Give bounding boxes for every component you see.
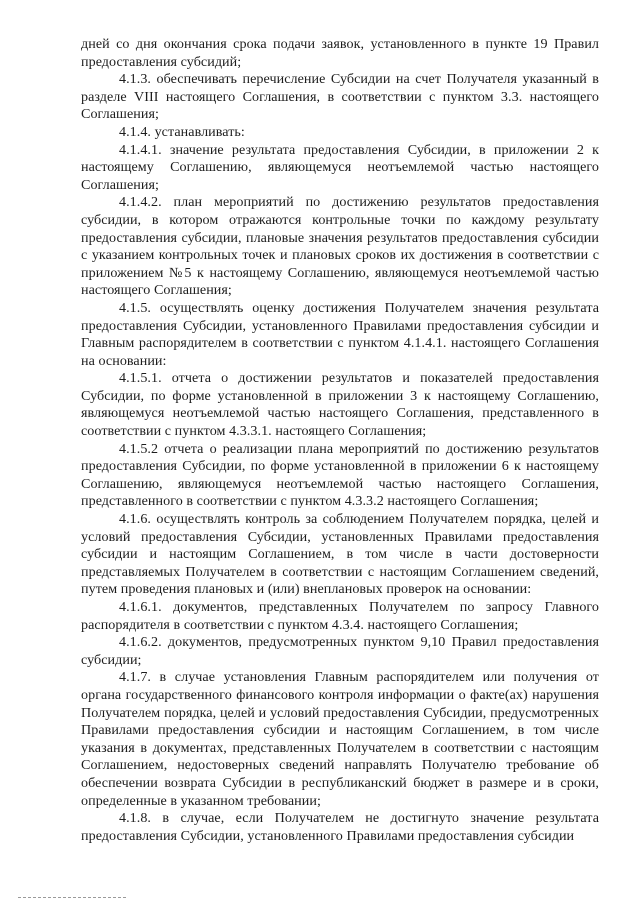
paragraph-4-1-5-1: 4.1.5.1. отчета о достижении результатов и показателей предоставления Субсидии, по форме установленной в приложении 3 к настоящему Соглашению, являющемуся неотъемлемой частью настоящего Соглашения, представленного в соответствии с пунктом 4.3.3.1. настоящего Соглашения;	[81, 370, 599, 440]
paragraph-4-1-6: 4.1.6. осуществлять контроль за соблюдением Получателем порядка, целей и условий предоставления Субсидии, установленных Правилами предоставления субсидии и настоящим Соглашением, в том числе в части достоверности представляемых Получателем в соответствии с настоящим Соглашением сведений, путем проведения плановых и (или) внеплановых проверок на основании:	[81, 511, 599, 598]
paragraph-4-1-8: 4.1.8. в случае, если Получателем не достигнуто значение результата предоставления Субсидии, установленного Правилами предоставления субсидии	[81, 810, 599, 844]
paragraph-4-1-7: 4.1.7. в случае установления Главным распорядителем или получения от органа государственного финансового контроля информации о факте(ах) нарушения Получателем порядка, целей и условий предоставления Субсидии, предусмотренных Правилами предоставления субсидии и настоящим Соглашением, в том числе указания в документах, представленных Получателем в соответствии с настоящим Соглашением, недостоверных сведений направлять Получателю требование об обеспечении возврата Субсидии в республиканский бюджет в размере и в сроки, определенные в указанном требовании;	[81, 669, 599, 809]
paragraph-4-1-6-2: 4.1.6.2. документов, предусмотренных пунктом 9,10 Правил предоставления субсидии;	[81, 634, 599, 668]
paragraph-4-1-4: 4.1.4. устанавливать:	[119, 123, 245, 140]
paragraph-4-1-4-2: 4.1.4.2. план мероприятий по достижению результатов предоставления субсидии, в котором отражаются контрольные точки по каждому результату предоставления субсидии, плановые значения результатов предоставления субсидии с указанием контрольных точек и плановых сроков их достижения в соответствии с приложением №5 к настоящему Соглашению, являющемуся неотъемлемой частью настоящего Соглашения;	[81, 194, 599, 299]
paragraph-4-1-5-2: 4.1.5.2 отчета о реализации плана мероприятий по достижению результатов предоставления Субсидии, по форме установленной в приложении 6 к настоящему Соглашению, являющемуся неотъемлемой частью настоящего Соглашения, представленного в соответствии с пунктом 4.3.3.2 настоящего Соглашения;	[81, 440, 599, 510]
paragraph-4-1-5: 4.1.5. осуществлять оценку достижения Получателем значения результата предоставления Субсидии, установленного Правилами предоставления субсидии и Главным распорядителем в соответствии с пунктом 4.1.4.1. настоящего Соглашения на основании:	[81, 299, 599, 369]
scan-edge-line	[18, 897, 126, 898]
paragraph-4-1-4-1: 4.1.4.1. значение результата предоставления Субсидии, в приложении 2 к настоящему Соглашению, являющемуся неотъемлемой частью настоящего Соглашения;	[81, 141, 599, 193]
paragraph-4-1-6-1: 4.1.6.1. документов, представленных Получателем по запросу Главного распорядителя в соответствии с пунктом 4.3.4. настоящего Соглашения;	[81, 599, 599, 633]
paragraph-continuation: дней со дня окончания срока подачи заявок, установленного в пункте 19 Правил предоставления субсидий;	[81, 36, 599, 70]
paragraph-4-1-3: 4.1.3. обеспечивать перечисление Субсидии на счет Получателя указанный в разделе VIII настоящего Соглашения, в соответствии с пунктом 3.3. настоящего Соглашения;	[81, 71, 599, 123]
document-body	[81, 36, 599, 845]
